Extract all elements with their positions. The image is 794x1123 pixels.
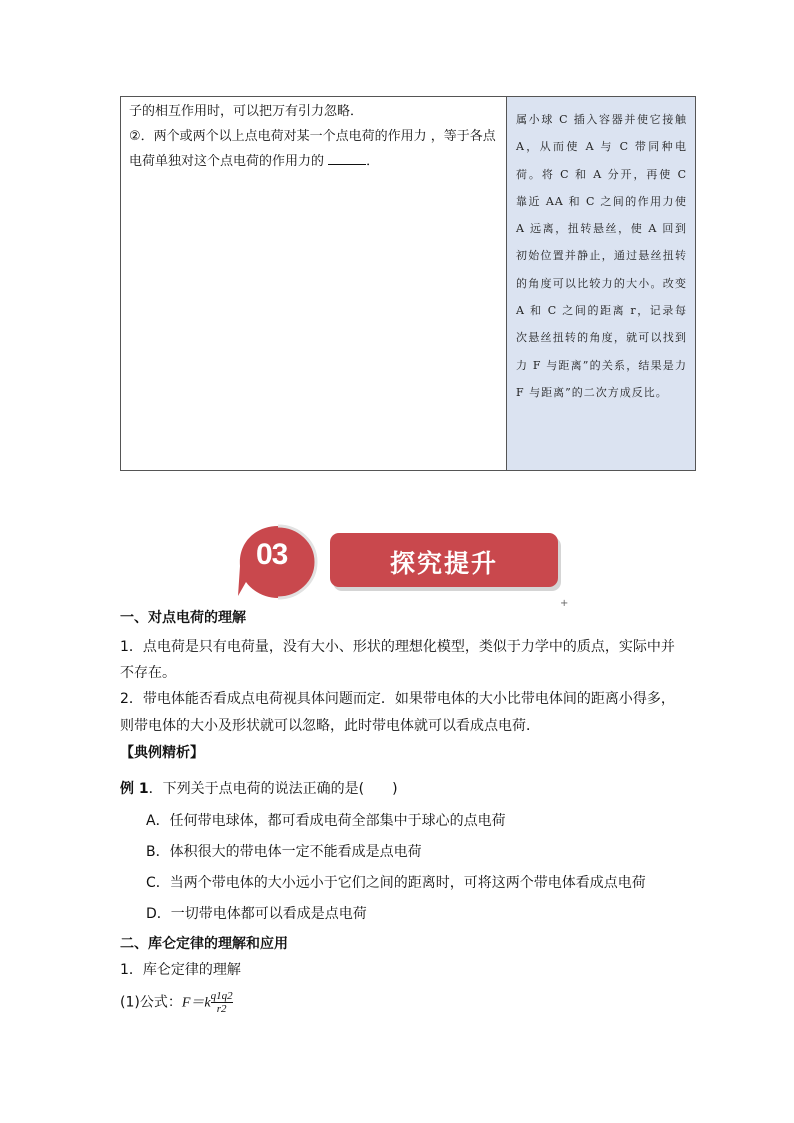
title-ribbon (330, 533, 558, 587)
text-span: ． (366, 154, 380, 169)
formula-line (120, 990, 233, 1015)
option-a[interactable]: A．任何带电球体，都可看成电荷全部集中于球心的点电荷 (146, 813, 506, 829)
paragraph-line: 1．点电荷是只有电荷量，没有大小、形状的理想化模型，类似于力学中的质点，实际中并 (120, 639, 675, 655)
table-right-cell: 属小球 C 插入容器并使它接触 A，从而使 A 与 C 带同种电荷。将 C 和 A 分开，再使 C 靠近 AA 和 C 之间的作用力使 A 远离，扭转悬丝，使 A 回到初始位置并静止，通过悬丝扭转的角度可以比较力的大小。改变 A 和 C 之间的距离 r，记录每次悬丝扭转的角度，就可以找到力 F 与距离”的关系，结果是力 F 与距离”的二次方成反比。 (507, 97, 695, 470)
option-b[interactable]: B．体积很大的带电体一定不能看成是点电荷 (146, 844, 422, 860)
example-label: 例 1 (120, 781, 149, 797)
notes-table (120, 96, 696, 471)
section-heading: 一、对点电荷的理解 (120, 610, 246, 626)
section-title: 探究提升 (389, 549, 498, 578)
formula-numerator: q1q2 (210, 990, 233, 1002)
option-c[interactable]: C．当两个带电体的大小远小于它们之间的距离时，可将这两个带电体看成点电荷 (146, 875, 646, 891)
fill-blank[interactable] (328, 150, 366, 165)
table-left-cell (121, 97, 507, 470)
example-question (120, 778, 398, 798)
formula-fraction (211, 990, 233, 1015)
anchor-mark: + (560, 598, 569, 609)
option-d[interactable]: D．一切带电体都可以看成是点电荷 (146, 906, 367, 922)
text-span: 电荷单独对这个点电荷的作用力的 (129, 154, 325, 169)
paragraph-line: 2．带电体能否看成点电荷视具体问题而定．如果带电体的大小比带电体间的距离小得多， (120, 691, 675, 707)
paragraph-line: 不存在。 (120, 665, 176, 681)
text-line (129, 149, 500, 174)
section-number: 03 (256, 538, 288, 571)
paragraph-line: 则带电体的大小及形状就可以忽略，此时带电体就可以看成点电荷． (120, 718, 540, 734)
section-banner (236, 520, 566, 604)
formula-lhs: F＝k (181, 995, 211, 1011)
example-tag: 【典例精析】 (120, 745, 204, 761)
question-text: ．下列关于点电荷的说法正确的是( ) (148, 781, 398, 797)
subheading: 1．库仑定律的理解 (120, 962, 241, 978)
formula-denominator: r2 (216, 1003, 227, 1015)
text-line: 子的相互作用时，可以把万有引力忽略． (129, 104, 364, 119)
formula-label: (1)公式： (120, 994, 182, 1011)
text-line: ②．两个或两个以上点电荷对某一个点电荷的作用力 ，等于各点 (129, 129, 496, 144)
section-heading: 二、库仑定律的理解和应用 (120, 936, 288, 952)
